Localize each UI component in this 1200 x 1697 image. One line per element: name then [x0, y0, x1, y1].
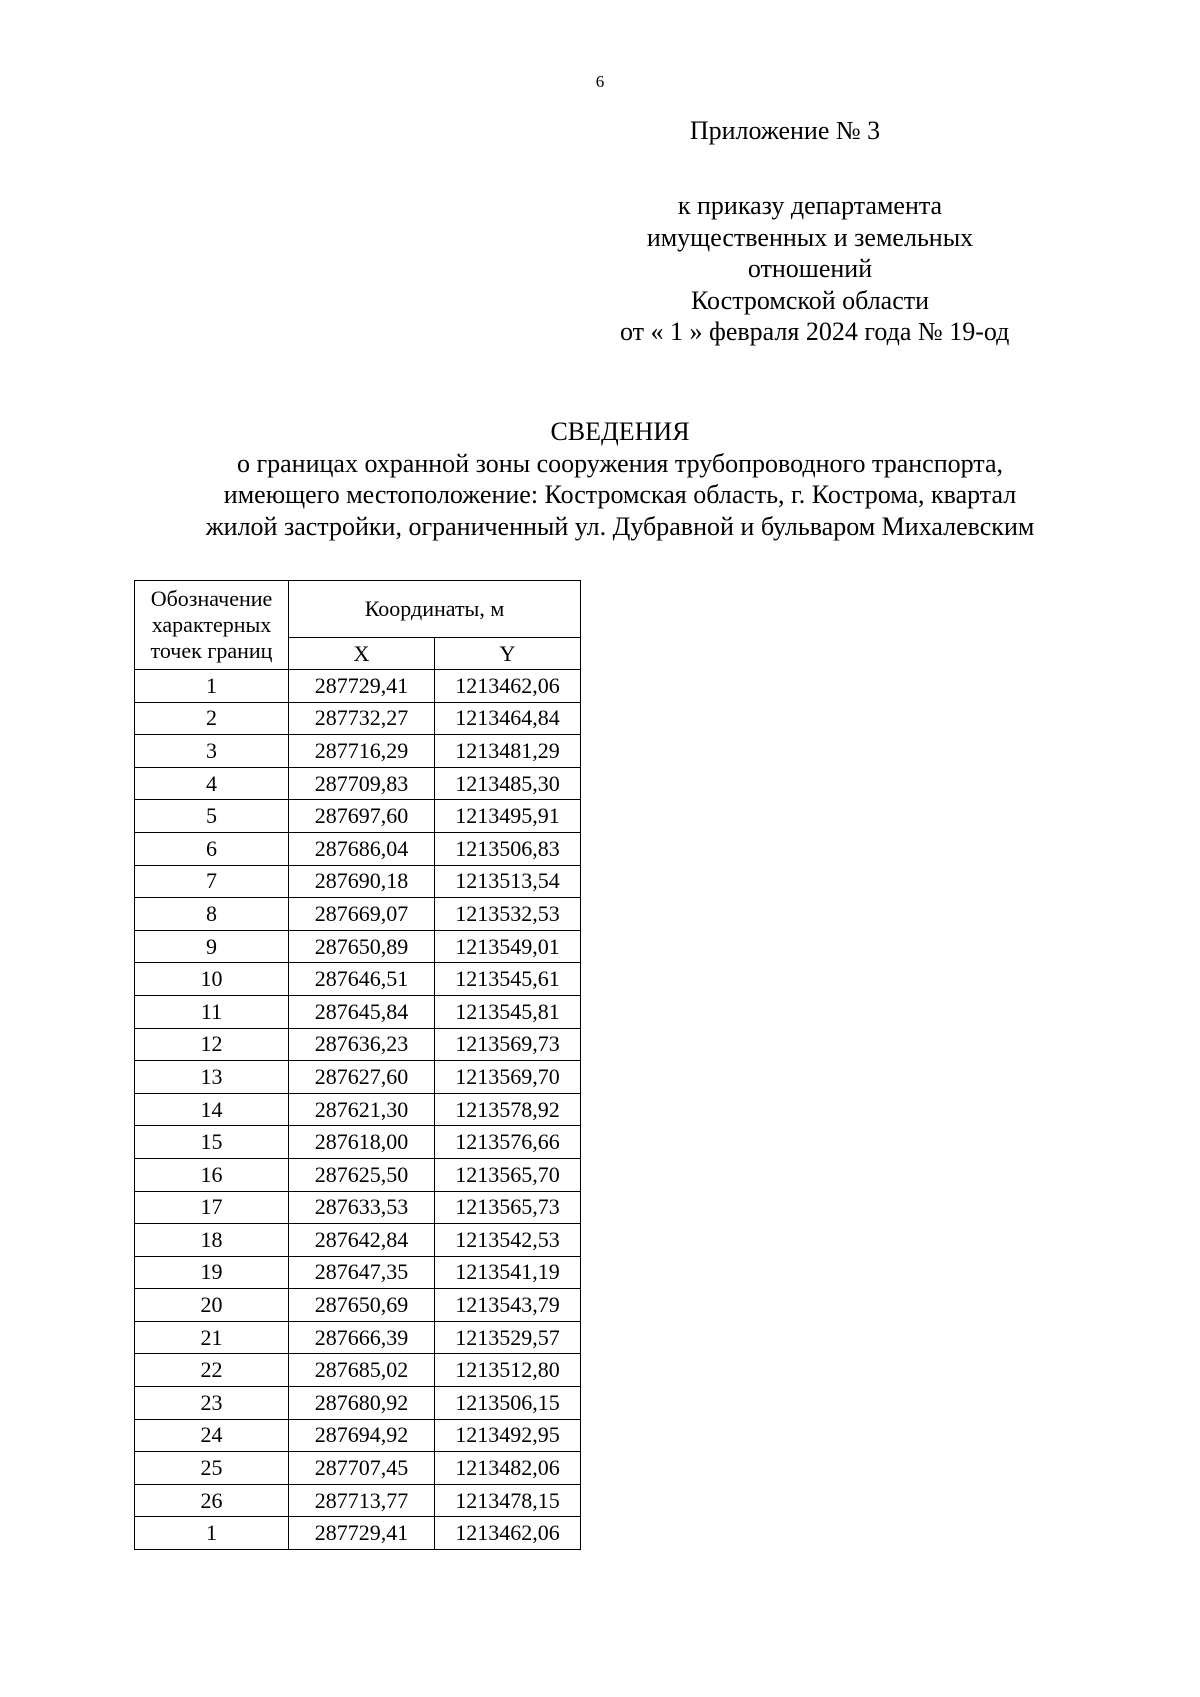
x-coordinate-cell: 287697,60	[289, 800, 435, 833]
y-coordinate-cell: 1213462,06	[435, 1517, 581, 1550]
y-coordinate-cell: 1213545,81	[435, 995, 581, 1028]
page-number: 6	[595, 72, 605, 91]
point-number-cell: 21	[135, 1321, 289, 1354]
table-row	[135, 1224, 581, 1257]
table-row	[135, 1484, 581, 1517]
order-line: отношений	[747, 254, 873, 283]
table-row	[135, 1256, 581, 1289]
appendix-title: Приложение № 3	[689, 116, 881, 145]
table-row	[135, 767, 581, 800]
x-coordinate-cell: 287686,04	[289, 832, 435, 865]
point-number-cell: 16	[135, 1158, 289, 1191]
point-number-cell: 23	[135, 1387, 289, 1420]
y-coordinate-cell: 1213532,53	[435, 898, 581, 931]
x-coordinate-cell: 287669,07	[289, 898, 435, 931]
y-coordinate-cell: 1213492,95	[435, 1419, 581, 1452]
y-coordinate-cell: 1213549,01	[435, 930, 581, 963]
table-row	[135, 1126, 581, 1159]
y-coordinate-cell: 1213462,06	[435, 670, 581, 703]
x-coordinate-cell: 287621,30	[289, 1093, 435, 1126]
y-coordinate-cell: 1213529,57	[435, 1321, 581, 1354]
table-row	[135, 1061, 581, 1094]
table-row	[135, 1354, 581, 1387]
point-number-cell: 1	[135, 670, 289, 703]
x-coordinate-cell: 287732,27	[289, 702, 435, 735]
point-number-cell: 25	[135, 1452, 289, 1485]
y-coordinate-cell: 1213512,80	[435, 1354, 581, 1387]
point-number-cell: 12	[135, 1028, 289, 1061]
order-line: от « 1 » февраля 2024 года № 19-од	[620, 317, 1010, 346]
y-coordinate-cell: 1213478,15	[435, 1484, 581, 1517]
order-reference	[620, 190, 1010, 348]
table-row	[135, 702, 581, 735]
point-number-cell: 7	[135, 865, 289, 898]
x-coordinate-cell: 287707,45	[289, 1452, 435, 1485]
table-row	[135, 800, 581, 833]
x-coordinate-cell: 287645,84	[289, 995, 435, 1028]
table-row	[135, 1452, 581, 1485]
point-number-cell: 8	[135, 898, 289, 931]
y-coordinate-cell: 1213565,73	[435, 1191, 581, 1224]
point-number-cell: 22	[135, 1354, 289, 1387]
x-coordinate-cell: 287618,00	[289, 1126, 435, 1159]
y-coordinate-cell: 1213578,92	[435, 1093, 581, 1126]
heading-title: СВЕДЕНИЯ	[550, 417, 690, 446]
table-row	[135, 930, 581, 963]
point-number-cell: 2	[135, 702, 289, 735]
x-coordinate-cell: 287650,69	[289, 1289, 435, 1322]
point-number-cell: 18	[135, 1224, 289, 1257]
point-number-cell: 14	[135, 1093, 289, 1126]
table-row	[135, 995, 581, 1028]
table-row	[135, 670, 581, 703]
x-coordinate-cell: 287729,41	[289, 670, 435, 703]
point-number-cell: 20	[135, 1289, 289, 1322]
point-number-cell: 19	[135, 1256, 289, 1289]
point-number-cell: 26	[135, 1484, 289, 1517]
x-coordinate-cell: 287694,92	[289, 1419, 435, 1452]
x-coordinate-cell: 287625,50	[289, 1158, 435, 1191]
point-number-cell: 1	[135, 1517, 289, 1550]
x-coordinate-cell: 287713,77	[289, 1484, 435, 1517]
point-number-cell: 11	[135, 995, 289, 1028]
point-header-line: точек границ	[150, 638, 273, 663]
y-coordinate-cell: 1213513,54	[435, 865, 581, 898]
x-coordinate-cell: 287709,83	[289, 767, 435, 800]
coordinates-table	[134, 580, 581, 1550]
table-row	[135, 1419, 581, 1452]
heading-line: имеющего местоположение: Костромская область, г. Кострома, квартал	[223, 480, 1017, 509]
point-number-cell: 15	[135, 1126, 289, 1159]
x-coordinate-cell: 287646,51	[289, 963, 435, 996]
table-row	[135, 865, 581, 898]
table-row	[135, 1158, 581, 1191]
x-coordinate-cell: 287647,35	[289, 1256, 435, 1289]
x-coordinate-cell: 287685,02	[289, 1354, 435, 1387]
point-header-line: характерных	[151, 612, 272, 637]
point-header	[135, 581, 289, 670]
y-coordinate-cell: 1213506,83	[435, 832, 581, 865]
y-coordinate-cell: 1213464,84	[435, 702, 581, 735]
table-row	[135, 1387, 581, 1420]
point-number-cell: 17	[135, 1191, 289, 1224]
x-coordinate-cell: 287680,92	[289, 1387, 435, 1420]
y-coordinate-cell: 1213565,70	[435, 1158, 581, 1191]
table-row	[135, 1191, 581, 1224]
order-line: имущественных и земельных	[646, 222, 974, 252]
table-row	[135, 1321, 581, 1354]
document-heading	[100, 416, 1140, 542]
x-coordinate-cell: 287716,29	[289, 735, 435, 768]
y-coordinate-cell: 1213506,15	[435, 1387, 581, 1420]
x-coordinate-cell: 287666,39	[289, 1321, 435, 1354]
y-coordinate-cell: 1213541,19	[435, 1256, 581, 1289]
table-row	[135, 1093, 581, 1126]
point-number-cell: 5	[135, 800, 289, 833]
point-number-cell: 10	[135, 963, 289, 996]
table-row	[135, 832, 581, 865]
y-coordinate-cell: 1213545,61	[435, 963, 581, 996]
point-number-cell: 13	[135, 1061, 289, 1094]
table-row	[135, 898, 581, 931]
y-header: Y	[435, 638, 581, 670]
x-coordinate-cell: 287642,84	[289, 1224, 435, 1257]
heading-line: жилой застройки, ограниченный ул. Дубравной и бульваром Михалевским	[205, 511, 1035, 541]
table-body	[135, 670, 581, 1550]
point-number-cell: 4	[135, 767, 289, 800]
x-coordinate-cell: 287627,60	[289, 1061, 435, 1094]
x-coordinate-cell: 287633,53	[289, 1191, 435, 1224]
y-coordinate-cell: 1213569,73	[435, 1028, 581, 1061]
y-coordinate-cell: 1213569,70	[435, 1061, 581, 1094]
y-coordinate-cell: 1213481,29	[435, 735, 581, 768]
x-coordinate-cell: 287690,18	[289, 865, 435, 898]
point-number-cell: 24	[135, 1419, 289, 1452]
y-coordinate-cell: 1213576,66	[435, 1126, 581, 1159]
table-row	[135, 1289, 581, 1322]
y-coordinate-cell: 1213482,06	[435, 1452, 581, 1485]
y-coordinate-cell: 1213485,30	[435, 767, 581, 800]
order-line: Костромской области	[690, 285, 930, 315]
point-number-cell: 9	[135, 930, 289, 963]
table-row	[135, 1517, 581, 1550]
y-coordinate-cell: 1213542,53	[435, 1224, 581, 1257]
table-row	[135, 735, 581, 768]
x-coordinate-cell: 287729,41	[289, 1517, 435, 1550]
coordinates-header: Координаты, м	[289, 581, 581, 638]
point-number-cell: 3	[135, 735, 289, 768]
point-number-cell: 6	[135, 832, 289, 865]
table-row	[135, 1028, 581, 1061]
x-header: X	[289, 638, 435, 670]
point-header-line: Обозначение	[150, 586, 273, 611]
table-row	[135, 963, 581, 996]
order-line: к приказу департамента	[677, 191, 943, 220]
y-coordinate-cell: 1213495,91	[435, 800, 581, 833]
heading-line: о границах охранной зоны сооружения трубопроводного транспорта,	[236, 448, 1004, 478]
x-coordinate-cell: 287650,89	[289, 930, 435, 963]
x-coordinate-cell: 287636,23	[289, 1028, 435, 1061]
y-coordinate-cell: 1213543,79	[435, 1289, 581, 1322]
